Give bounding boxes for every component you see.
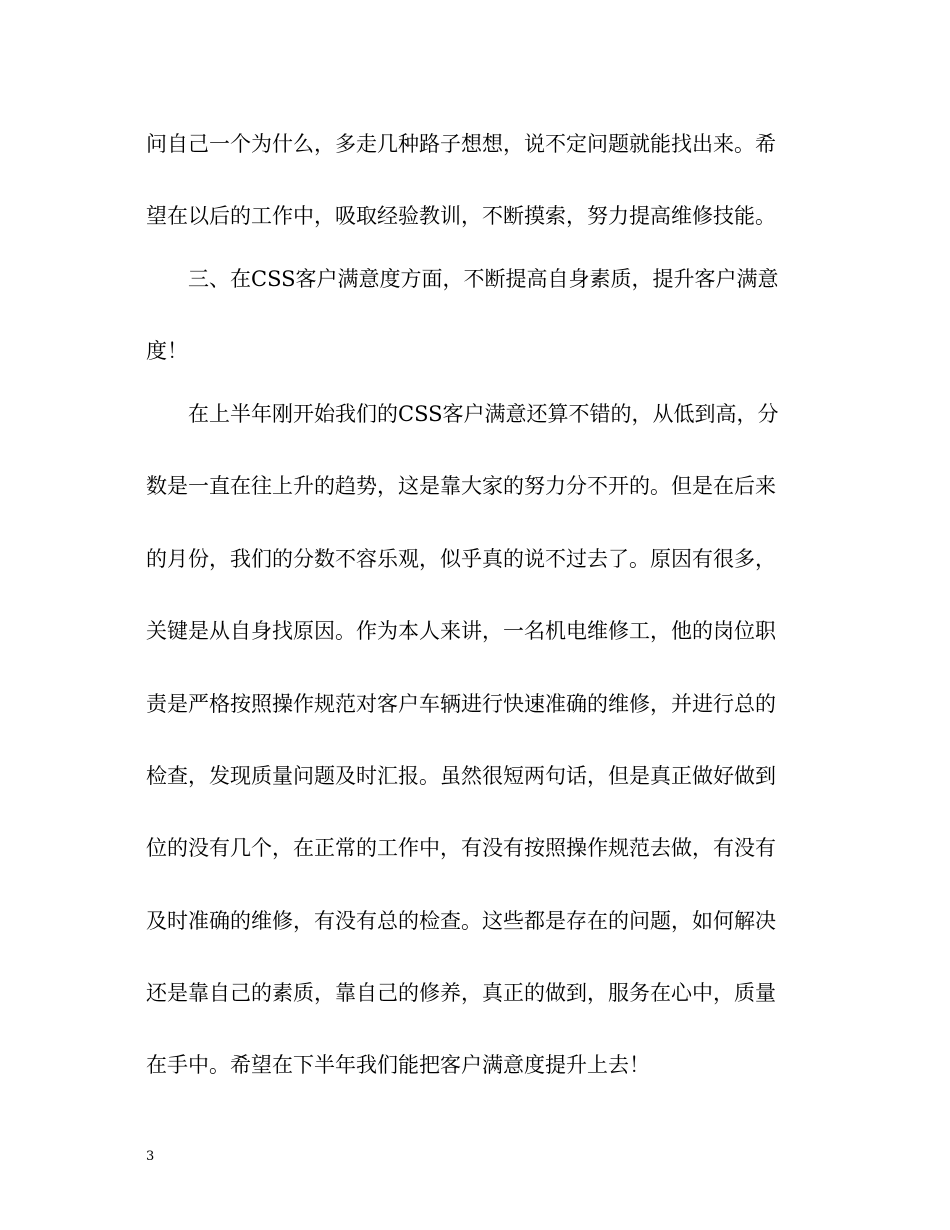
text-line: 及时准确的维修，有没有总的检查。这些都是存在的问题，如何解决 <box>146 909 776 933</box>
text-line: 责是严格按照操作规范对客户车辆进行快速准确的维修，并进行总的 <box>146 692 776 716</box>
text-line: 关键是从自身找原因。作为本人来讲，一名机电维修工，他的岗位职 <box>146 619 776 643</box>
text-line: 望在以后的工作中，吸取经验教训，不断摸索，努力提高维修技能。 <box>146 204 776 228</box>
text-line: 还是靠自己的素质，靠自己的修养，真正的做到，服务在心中，质量 <box>146 981 776 1005</box>
paragraph-heading: 三、在CSS客户满意度方面，不断提高自身素质，提升客户满意 <box>188 267 779 291</box>
text-line: 检查，发现质量问题及时汇报。虽然很短两句话，但是真正做好做到 <box>146 764 776 788</box>
text-line: 问自己一个为什么，多走几种路子想想，说不定问题就能找出来。希 <box>146 132 776 156</box>
text-line: 位的没有几个，在正常的工作中，有没有按照操作规范去做，有没有 <box>146 836 776 860</box>
text-line: 数是一直在往上升的趋势，这是靠大家的努力分不开的。但是在后来 <box>146 474 776 498</box>
paragraph-first-line: 在上半年刚开始我们的CSS客户满意还算不错的，从低到高，分 <box>188 402 779 426</box>
text-line: 在手中。希望在下半年我们能把客户满意度提升上去！ <box>146 1053 650 1077</box>
page-number: 3 <box>146 1149 155 1164</box>
text-line: 度！ <box>146 339 188 363</box>
text-line: 的月份，我们的分数不容乐观，似乎真的说不过去了。原因有很多， <box>146 547 776 571</box>
